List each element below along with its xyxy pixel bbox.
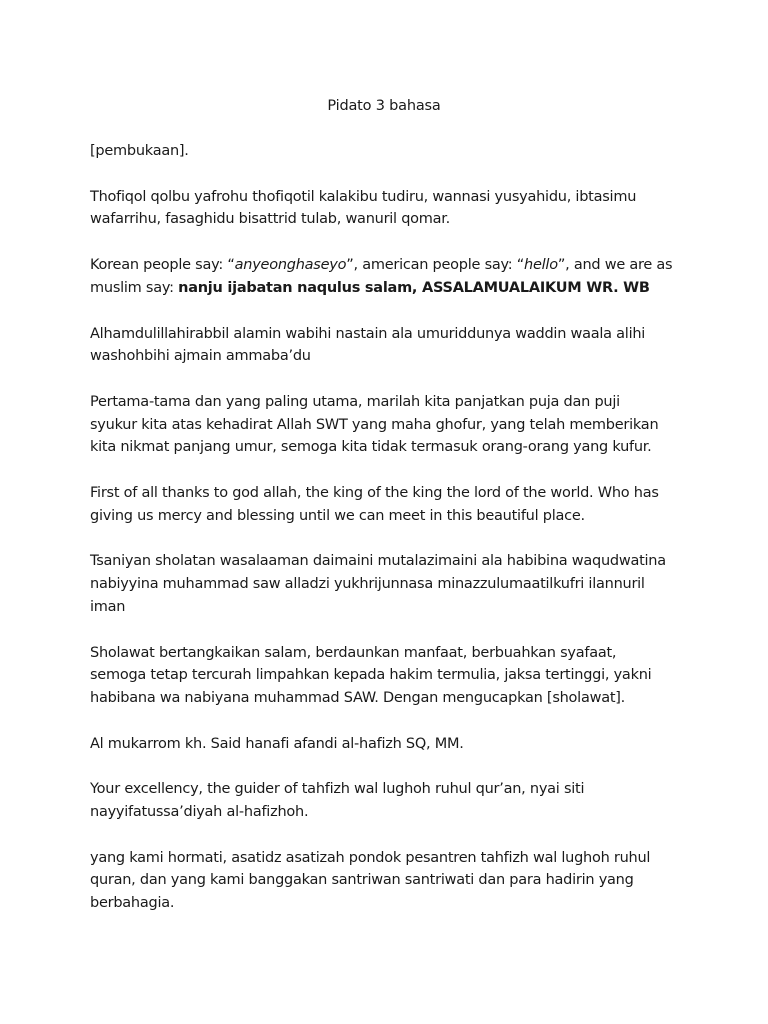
text-line: Alhamdulillahirabbil alamin wabihi nastain ala umuriddunya waddin waala alihi	[90, 325, 646, 342]
italic-korean-greeting: anyeonghaseyo	[234, 257, 347, 274]
text-line: kita nikmat panjang umur, semoga kita tidak termasuk orang-orang yang kufur.	[90, 439, 652, 456]
italic-english-greeting: hello	[524, 257, 558, 274]
text-line: iman	[90, 598, 126, 615]
paragraph-sholawat	[90, 642, 690, 710]
text-line: Sholawat bertangkaikan salam, berdaunkan manfaat, berbuahkan syafaat,	[90, 644, 617, 661]
text-line: Your excellency, the guider of tahfizh wal lughoh ruhul qur’an, nyai siti	[90, 781, 585, 798]
text-run: muslim say:	[90, 279, 179, 296]
text-line: Thofiqol qolbu yafrohu thofiqotil kalakibu tudiru, wannasi yusyahidu, ibtasimu	[90, 188, 637, 205]
text-line: Tsaniyan sholatan wasalaaman daimaini mutalazimaini ala habibina waqudwatina	[90, 553, 666, 570]
paragraph-mukarrom	[90, 733, 690, 756]
paragraph-english-thanks	[90, 482, 690, 527]
text-run: ”, and we are as	[557, 257, 673, 274]
text-line: habibana wa nabiyana muhammad SAW. Dengan mengucapkan [sholawat].	[90, 689, 626, 706]
text-run: ”, american people say: “	[346, 257, 525, 274]
text-line: giving us mercy and blessing until we can meet in this beautiful place.	[90, 507, 585, 524]
text-line: First of all thanks to god allah, the king of the king the lord of the world. Who has	[90, 485, 659, 502]
text-line: Pertama-tama dan yang paling utama, marilah kita panjatkan puja dan puji	[90, 393, 620, 410]
paragraph-syukur	[90, 391, 690, 459]
paragraph-arabic-greeting	[90, 186, 690, 231]
text-line: nayyifatussa’diyah al-hafizhoh.	[90, 804, 309, 821]
paragraph-excellency	[90, 778, 690, 823]
document-body	[90, 140, 690, 938]
text-line: washohbihi ajmain ammaba’du	[90, 348, 311, 365]
text-line: Al mukarrom kh. Said hanafi afandi al-hafizh SQ, MM.	[90, 735, 464, 752]
text-line: yang kami hormati, asatidz asatizah pondok pesantren tahfizh wal lughoh ruhul	[90, 849, 651, 866]
text-line: nabiyyina muhammad saw alladzi yukhrijunnasa minazzulumaatilkufri ilannuril	[90, 576, 645, 593]
text-line: quran, dan yang kami banggakan santriwan santriwati dan para hadirin yang	[90, 872, 634, 889]
text-line	[90, 277, 690, 300]
text-line: wafarrihu, fasaghidu bisattrid tulab, wanuril qomar.	[90, 211, 451, 228]
text-line	[90, 254, 690, 277]
text-line: [pembukaan].	[90, 143, 189, 159]
text-line: berbahagia.	[90, 895, 175, 912]
bold-salam: nanju ijabatan naqulus salam, ASSALAMUALAIKUM WR. WB	[178, 279, 650, 296]
document-title: Pidato 3 bahasa	[327, 98, 441, 114]
paragraph-salam	[90, 254, 690, 299]
paragraph-hormati	[90, 847, 690, 915]
text-run: Korean people say: “	[90, 257, 235, 274]
text-line: syukur kita atas kehadirat Allah SWT yang maha ghofur, yang telah memberikan	[90, 416, 659, 433]
paragraph-opening	[90, 140, 690, 163]
text-line: semoga tetap tercurah limpahkan kepada hakim termulia, jaksa tertinggi, yakni	[90, 667, 652, 684]
paragraph-hamdalah	[90, 323, 690, 368]
paragraph-sholawat-arabic	[90, 550, 690, 618]
